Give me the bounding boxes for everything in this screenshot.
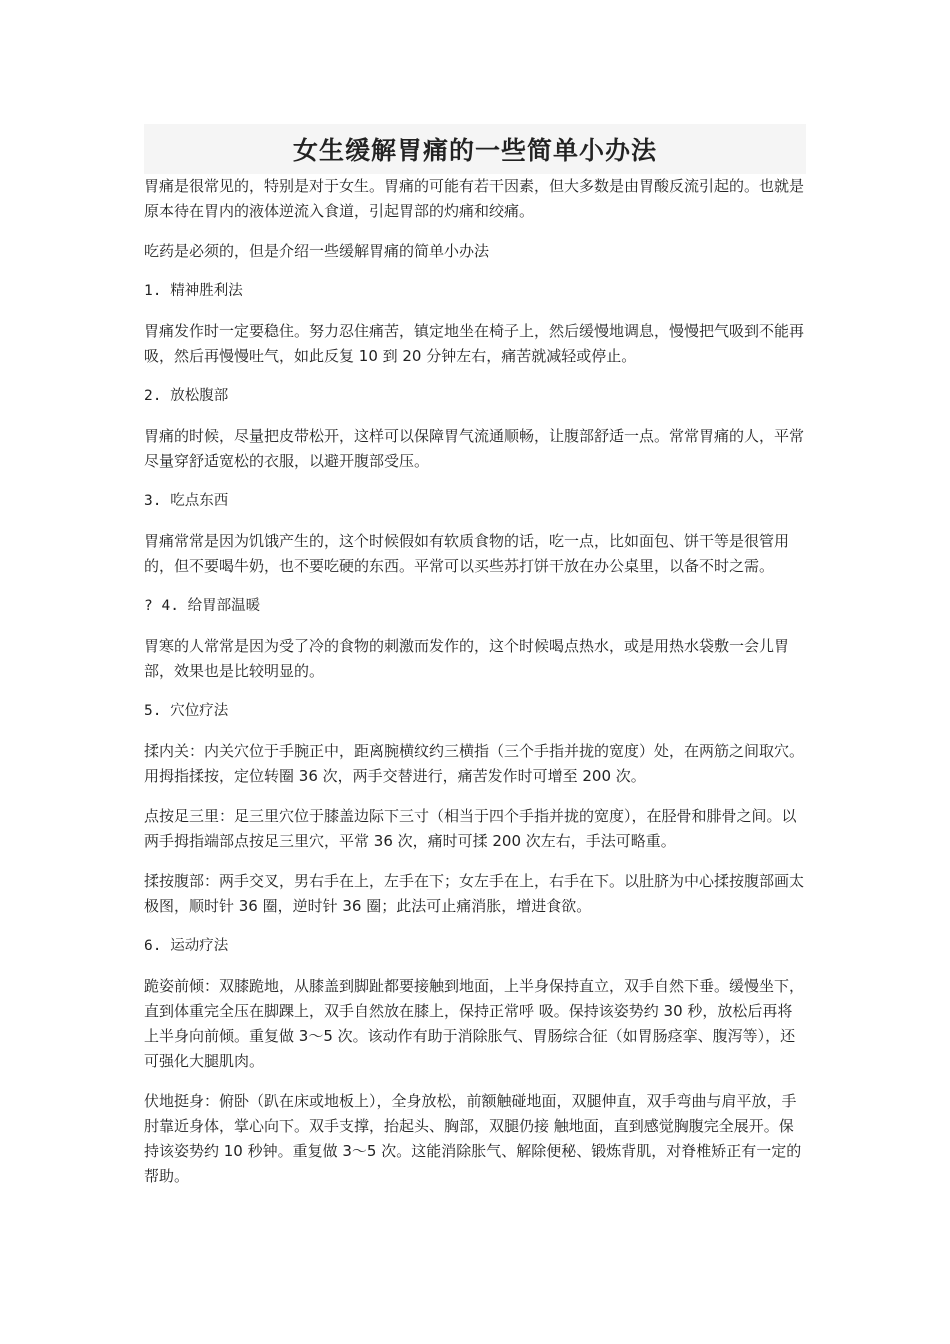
paragraph-section-1: 胃痛发作时一定要稳住。努力忍住痛苦，镇定地坐在椅子上，然后缓慢地调息，慢慢把气吸到不能再吸，然后再慢慢吐气，如此反复 10 到 20 分钟左右，痛苦就减轻或停止。 xyxy=(144,322,805,365)
title-bar xyxy=(144,124,806,174)
section-heading-4: ? 4. 给胃部温暖 xyxy=(144,598,261,614)
document-page xyxy=(144,124,806,1204)
section-heading-5: 5. 穴位疗法 xyxy=(144,703,229,719)
section-heading-1: 1. 精神胜利法 xyxy=(144,283,243,299)
page-title: 女生缓解胃痛的一些简单小办法 xyxy=(292,136,657,165)
paragraph-medicine-note: 吃药是必须的，但是介绍一些缓解胃痛的简单小办法 xyxy=(144,242,490,260)
paragraph-section-2: 胃痛的时候，尽量把皮带松开，这样可以保障胃气流通顺畅，让腹部舒适一点。常常胃痛的人，平常尽量穿舒适宽松的衣服，以避开腹部受压。 xyxy=(144,427,805,470)
paragraph-section-3: 胃痛常常是因为饥饿产生的，这个时候假如有软质食物的话，吃一点，比如面包、饼干等是很管用的，但不要喝牛奶，也不要吃硬的东西。平常可以买些苏打饼干放在办公桌里，以备不时之需。 xyxy=(144,532,790,575)
section-heading-2: 2. 放松腹部 xyxy=(144,388,229,404)
paragraph-abdomen-massage: 揉按腹部：两手交叉，男右手在上，左手在下；女左手在上，右手在下。以肚脐为中心揉按腹部画太极图，顺时针 36 圈，逆时针 36 圈；此法可止痛消胀，增进食欲。 xyxy=(144,872,805,915)
section-heading-6: 6. 运动疗法 xyxy=(144,938,229,954)
paragraph-kneeling: 跪姿前倾：双膝跪地，从膝盖到脚趾都要接触到地面，上半身保持直立，双手自然下垂。缓慢坐下，直到体重完全压在脚踝上，双手自然放在膝上，保持正常呼 吸。保持该姿势约 30 秒，放松后再将上半身向前倾。重复做 3～5 次。该动作有助于消除胀气、胃肠综合征（如胃肠痉挛、腹泻等），还可强化大腿肌肉。 xyxy=(144,977,805,1070)
paragraph-section-4: 胃寒的人常常是因为受了冷的食物的刺激而发作的，这个时候喝点热水，或是用热水袋敷一会儿胃部，效果也是比较明显的。 xyxy=(144,637,790,680)
paragraph-intro: 胃痛是很常见的，特别是对于女生。胃痛的可能有若干因素，但大多数是由胃酸反流引起的。也就是原本待在胃内的液体逆流入食道，引起胃部的灼痛和绞痛。 xyxy=(144,177,805,220)
paragraph-neiguan: 揉内关：内关穴位于手腕正中，距离腕横纹约三横指（三个手指并拢的宽度）处，在两筋之间取穴。用拇指揉按，定位转圈 36 次，两手交替进行，痛苦发作时可增至 200 次。 xyxy=(144,742,805,785)
paragraph-pushup: 伏地挺身：俯卧（趴在床或地板上），全身放松，前额触碰地面，双腿伸直，双手弯曲与肩平放，手肘靠近身体，掌心向下。双手支撑，抬起头、胸部，双腿仍接 触地面，直到感觉胸腹完全展开。保持该姿势约 10 秒钟。重复做 3～5 次。这能消除胀气、解除便秘、锻炼背肌，对脊椎矫正有一定的帮助。 xyxy=(144,1092,802,1185)
paragraph-zusanli: 点按足三里：足三里穴位于膝盖边际下三寸（相当于四个手指并拢的宽度），在胫骨和腓骨之间。以两手拇指端部点按足三里穴，平常 36 次，痛时可揉 200 次左右，手法可略重。 xyxy=(144,807,797,850)
section-heading-3: 3. 吃点东西 xyxy=(144,493,229,509)
article-content xyxy=(144,174,806,1189)
